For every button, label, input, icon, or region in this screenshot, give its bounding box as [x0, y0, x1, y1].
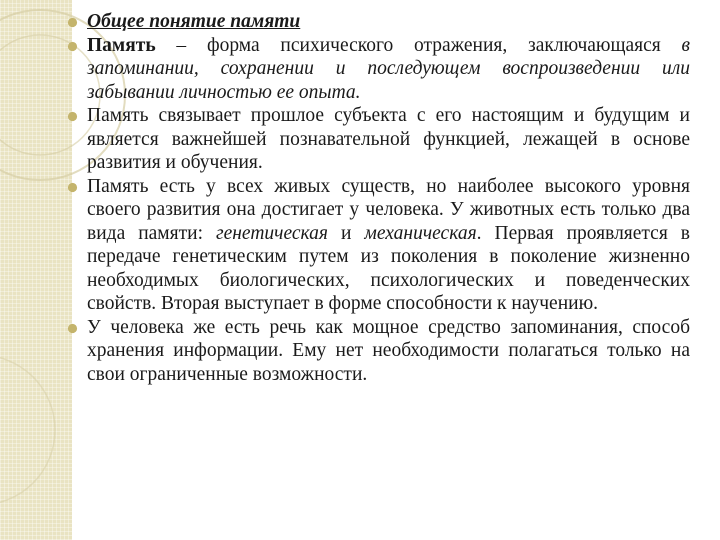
bullet-item-living-beings [64, 175, 690, 316]
speech-text: У человека же есть речь как мощное средство запоминания, способ хранения информации. Ему нет необходимости полагаться только на свои ограниченные возможности. [87, 316, 690, 385]
slide-title: Общее понятие памяти [87, 11, 301, 32]
term-memory: Память [87, 34, 156, 56]
slide-content [64, 10, 690, 386]
bullet-diamond-icon [67, 41, 78, 52]
bullet-item-speech [64, 316, 690, 387]
connection-text: Память связывает прошлое субъекта с его настоящим и будущим и является важнейшей познавательной функцией, лежащей в основе развития и обучения. [87, 105, 690, 173]
bullet-item-title [64, 10, 690, 34]
bullet-item-connection [64, 104, 690, 175]
bullet-diamond-icon [67, 182, 78, 193]
living-beings-text-b: . Первая проявляется в передаче генетическим путем из поколения в поколение жизненно необходимых биологических, психологических и поведенческих свойств. Вторая выступает в форме способности к научению. [87, 222, 691, 314]
conjunction: и [327, 222, 365, 244]
term-genetic: генетическая [216, 222, 328, 244]
bullet-diamond-icon [67, 111, 78, 122]
bullet-item-definition [64, 34, 690, 105]
bullet-diamond-icon [67, 323, 78, 334]
living-beings-text-a: Память есть у всех живых существ, но наиболее высокого уровня своего развития она достигает у человека. У животных есть только два вида памяти: [87, 175, 690, 244]
bullet-list [64, 10, 690, 386]
decorative-side-panel [0, 0, 72, 540]
definition-italic-text: в запоминании, сохранении и последующем воспроизведении или забывании личностью ее опыта. [87, 34, 690, 103]
bullet-diamond-icon [67, 17, 78, 28]
term-mechanical: механическая [364, 222, 477, 244]
definition-text: – форма психического отражения, заключающаяся [155, 34, 682, 56]
